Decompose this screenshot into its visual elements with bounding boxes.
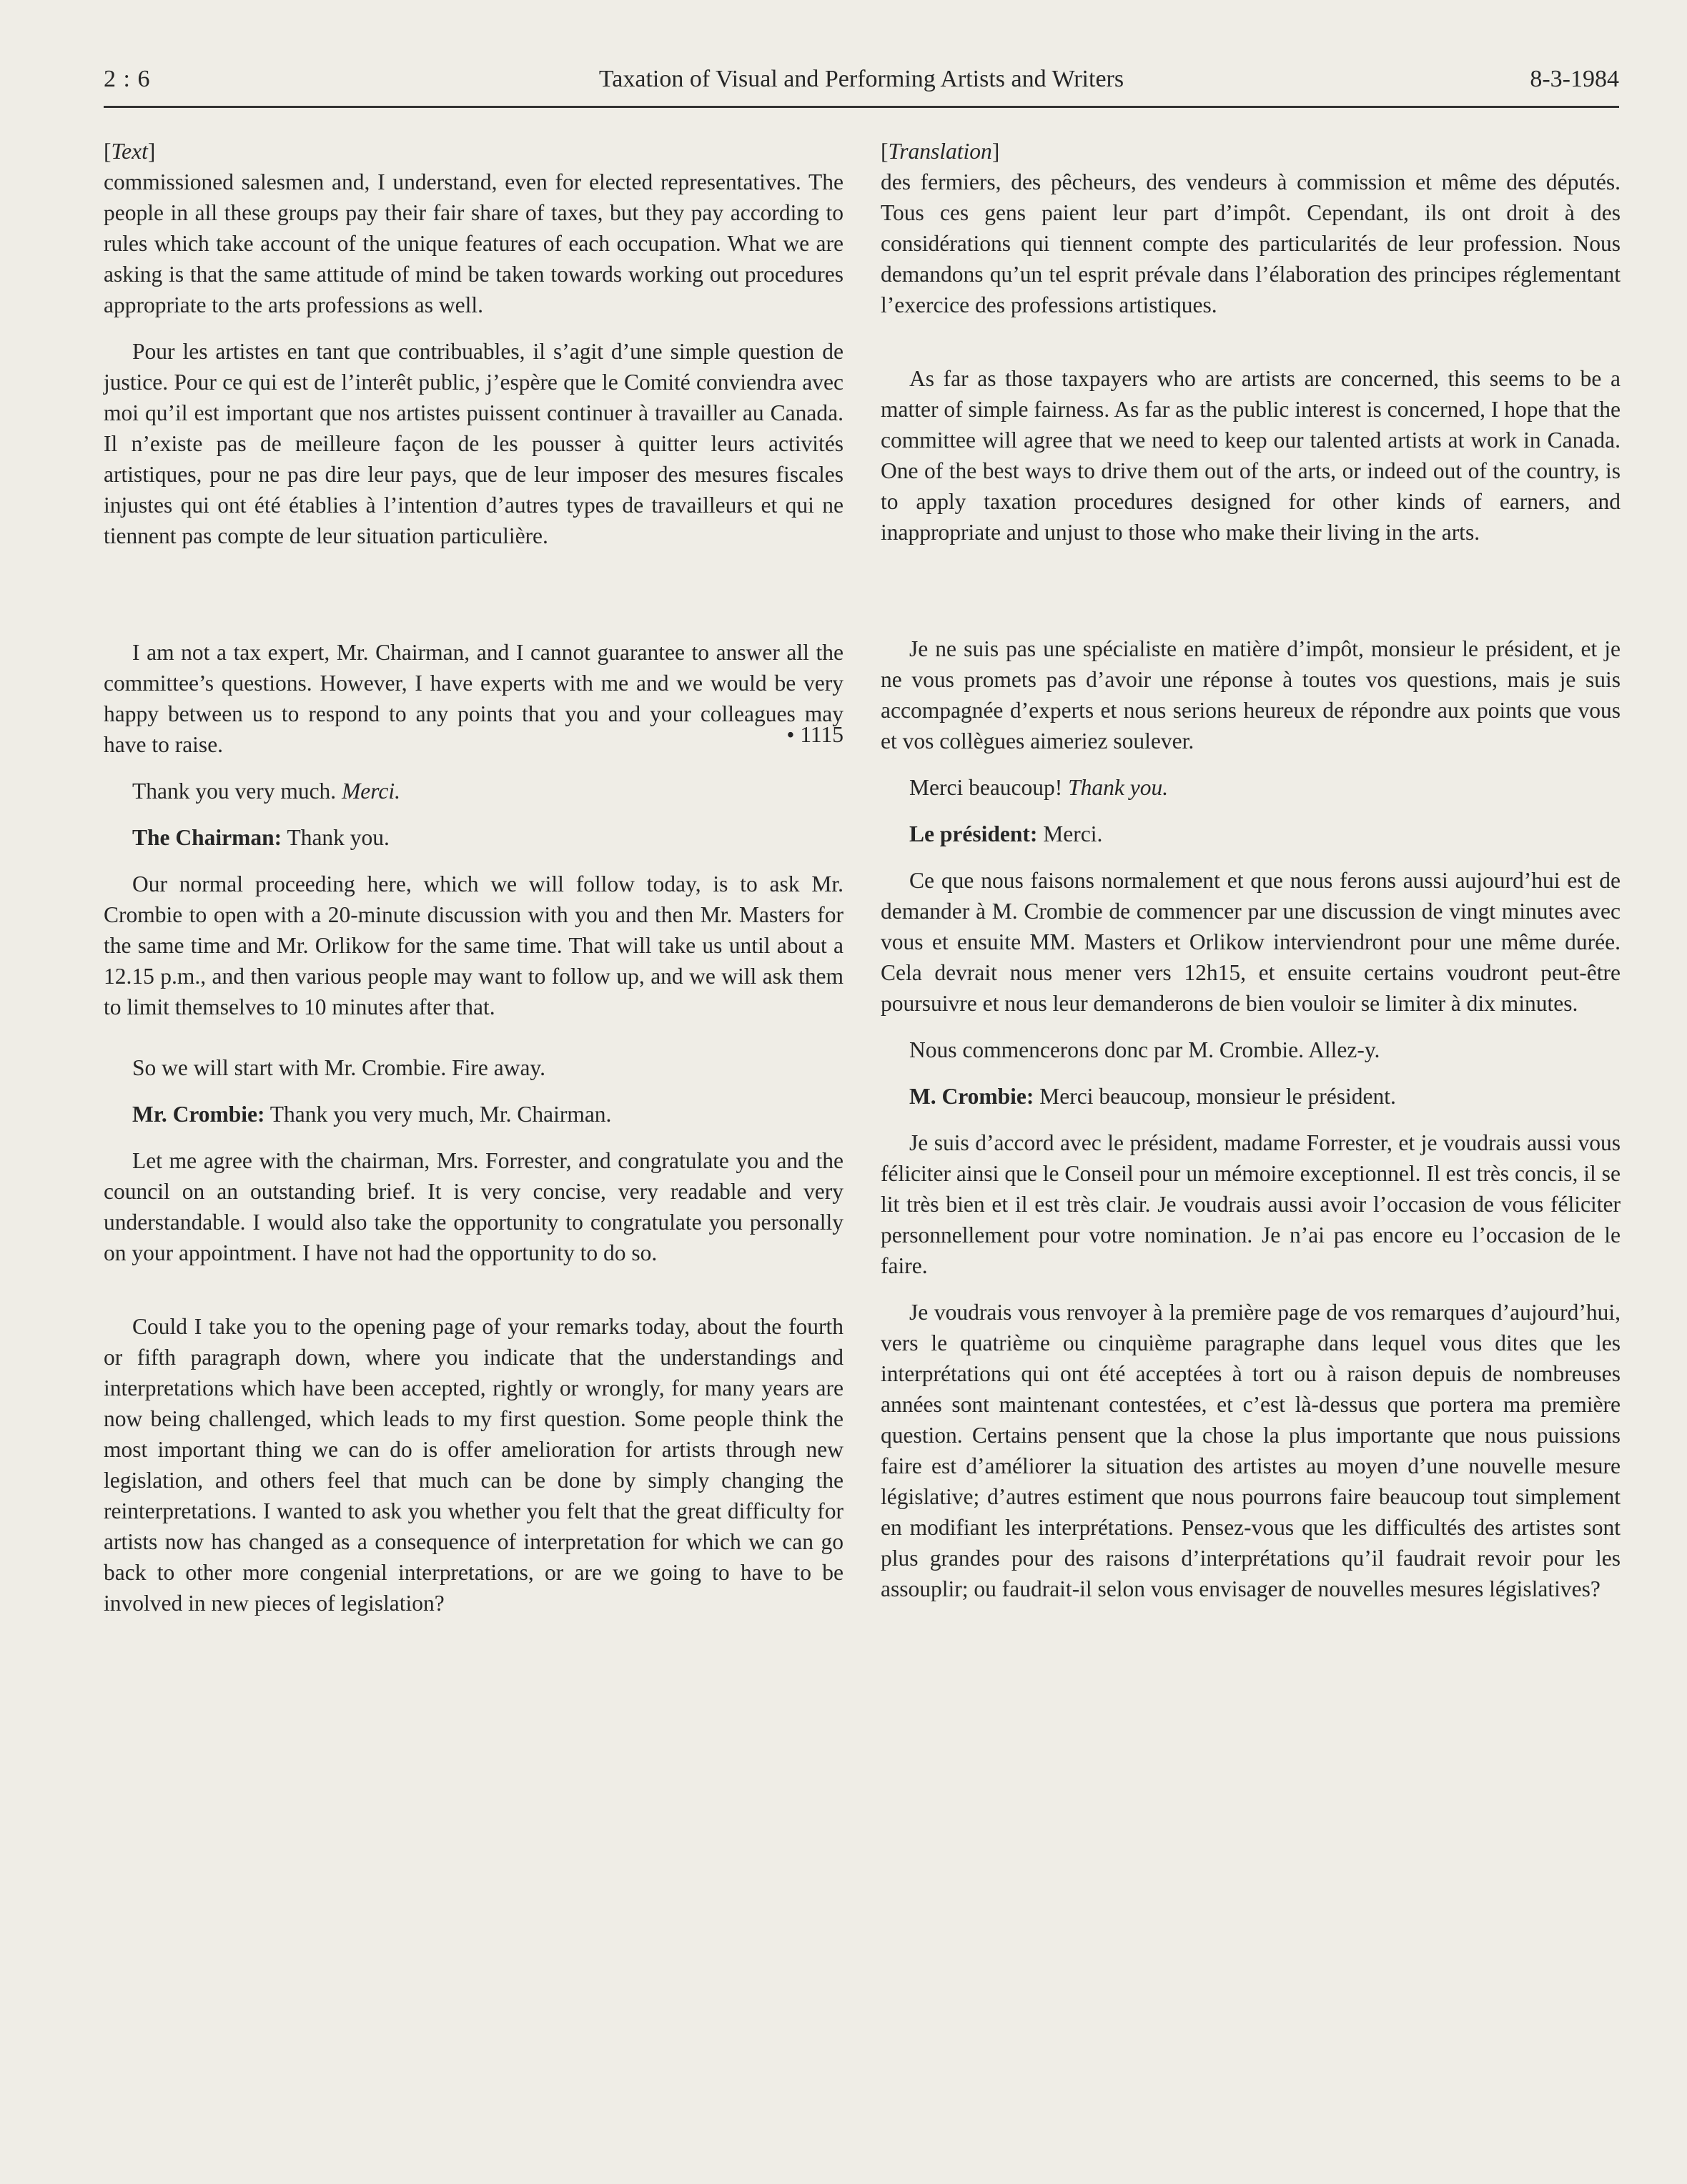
- speaker-label: Le président:: [909, 821, 1038, 846]
- speaker-line: Le président: Merci.: [909, 821, 1103, 846]
- paragraph: Ce que nous faisons normalement et que nous ferons aussi aujourd’hui est de demander à M. Crombie de commencer par une discussion de vingt minutes avec vous et ensuite MM. Masters et Orlikow interviendront pour une même durée. Cela devrait nous mener vers 12h15, et ensuite certains voudront peut-être poursuivre et nous leur demanderons de bien vouloir se limiter à dix minutes.: [881, 868, 1621, 1016]
- speaker-line: The Chairman: Thank you.: [132, 825, 390, 850]
- speaker-line: M. Crombie: Merci beaucoup, monsieur le président.: [909, 1084, 1396, 1109]
- page-header: [104, 66, 1619, 109]
- left-column: [104, 136, 844, 1619]
- speaker-label: M. Crombie:: [909, 1084, 1034, 1109]
- paragraph: Could I take you to the opening page of your remarks today, about the fourth or fifth paragraph down, where you indicate that the understandings and interpretations which have been accepted, rightly or wrongly, for many years are now being challenged, which leads to my first question. Some people think the most important thing we can do is offer amelioration for artists through new legislation, and others feel that much can be done by simply changing the reinterpretations. I wanted to ask you whether you felt that the great difficulty for artists now has changed as a consequence of interpretation for which we can go back to other more congenial interpretations, or are we going to have to be involved in new pieces of legislation?: [104, 1314, 844, 1616]
- paragraph: Nous commencerons donc par M. Crombie. Allez-y.: [909, 1037, 1380, 1062]
- paragraph: So we will start with Mr. Crombie. Fire away.: [132, 1055, 546, 1080]
- column-tag: [Text]: [104, 139, 156, 164]
- page-number: 2 : 6: [104, 66, 151, 92]
- paragraph: Thank you very much. Merci.: [132, 779, 400, 804]
- paragraph: commissioned salesmen and, I understand, even for elected representatives. The people in all these groups pay their fair share of taxes, but they pay according to rules which take account of the unique features of each occupation. What we are asking is that the same attitude of mind be taken towards working out procedures appropriate to the arts professions as well.: [104, 169, 844, 317]
- speaker-label: Mr. Crombie:: [132, 1102, 265, 1127]
- paragraph: Pour les artistes en tant que contribuables, il s’agit d’une simple question de justice. Pour ce qui est de l’interêt public, j’espère que le Comité conviendra avec moi qu’il est important que nos artistes puissent continuer à travailler au Canada. Il n’existe pas de meilleure façon de les pousser à quitter leurs activités artistiques, pour ne pas dire leur pays, que de leur imposer des mesures fiscales injustes qui ont été établies à l’intention d’autres types de travailleurs et qui ne tiennent pas compte de leur situation particulière.: [104, 339, 844, 548]
- running-title: Taxation of Visual and Performing Artists and Writers: [598, 66, 1124, 92]
- paragraph: Je suis d’accord avec le président, madame Forrester, et je voudrais aussi vous féliciter ainsi que le Conseil pour un mémoire exceptionnel. Il est très concis, il se lit très bien et il est très clair. Je voudrais aussi avoir l’occasion de vous féliciter personnellement pour votre nomination. Je n’ai pas encore eu l’occasion de le faire.: [881, 1130, 1621, 1278]
- paragraph: Je voudrais vous renvoyer à la première page de vos remarques d’aujourd’hui, vers le quatrième ou cinquième paragraphe dans lequel vous dites que les interprétations qui ont été acceptées à tort ou à raison depuis de nombreuses années sont maintenant contestées, et c’est là-dessus que portera ma première question. Certains pensent que la chose la plus importante que nous puissions faire est d’améliorer la situation des artistes au moyen d’une nouvelle mesure législative; d’autres estiment que nous pourrons faire beaucoup tout simplement en modifiant les interprétations. Pensez-vous que les difficultés des artistes sont plus grandes pour des raisons d’interprétations qu’il faudrait revoir pour les assouplir; ou faudrait-il selon vous envisager de nouvelles mesures législatives?: [881, 1300, 1621, 1601]
- time-marker: • 1115: [786, 722, 844, 747]
- right-column: [881, 136, 1621, 1604]
- page-date: 8-3-1984: [1530, 66, 1619, 92]
- speaker-label: The Chairman:: [132, 825, 282, 850]
- speaker-line: Mr. Crombie: Thank you very much, Mr. Chairman.: [132, 1102, 612, 1127]
- paragraph: des fermiers, des pêcheurs, des vendeurs à commission et même des députés. Tous ces gens paient leur part d’impôt. Cependant, ils ont droit à des considérations qui tiennent compte des particularités de leur profession. Nous demandons qu’un tel esprit prévale dans l’élaboration des principes réglementant l’exercice des professions artistiques.: [881, 169, 1621, 317]
- paragraph: Merci beaucoup! Thank you.: [909, 775, 1169, 800]
- paragraph: Our normal proceeding here, which we will follow today, is to ask Mr. Crombie to open with a 20-minute discussion with you and then Mr. Masters for the same time and Mr. Orlikow for the same time. That will take us until about a 12.15 p.m., and then various people may want to follow up, and we will ask them to limit themselves to 10 minutes after that.: [104, 871, 844, 1019]
- column-tag: [Translation]: [881, 139, 1000, 164]
- paragraph: Je ne suis pas une spécialiste en matière d’impôt, monsieur le président, et je ne vous promets pas d’avoir une réponse à toutes vos questions, mais je suis accompagnée d’experts et nous serions heureux de répondre aux points que vous et vos collègues aimeriez soulever.: [881, 636, 1621, 753]
- paragraph: As far as those taxpayers who are artists are concerned, this seems to be a matter of simple fairness. As far as the public interest is concerned, I hope that the committee will agree that we need to keep our talented artists at work in Canada. One of the best ways to drive them out of the arts, or indeed out of the country, is to apply taxation procedures designed for other kinds of earners, and inappropriate and unjust to those who make their living in the arts.: [881, 366, 1621, 545]
- header-rule: [104, 106, 1619, 108]
- paragraph: Let me agree with the chairman, Mrs. Forrester, and congratulate you and the council on an outstanding brief. It is very concise, very readable and very understandable. I would also take the opportunity to congratulate you personally on your appointment. I have not had the opportunity to do so.: [104, 1148, 844, 1265]
- paragraph: I am not a tax expert, Mr. Chairman, and I cannot guarantee to answer all the committee’s questions. However, I have experts with me and we would be very happy between us to respond to any points that you and your colleagues may have to raise.: [104, 640, 844, 757]
